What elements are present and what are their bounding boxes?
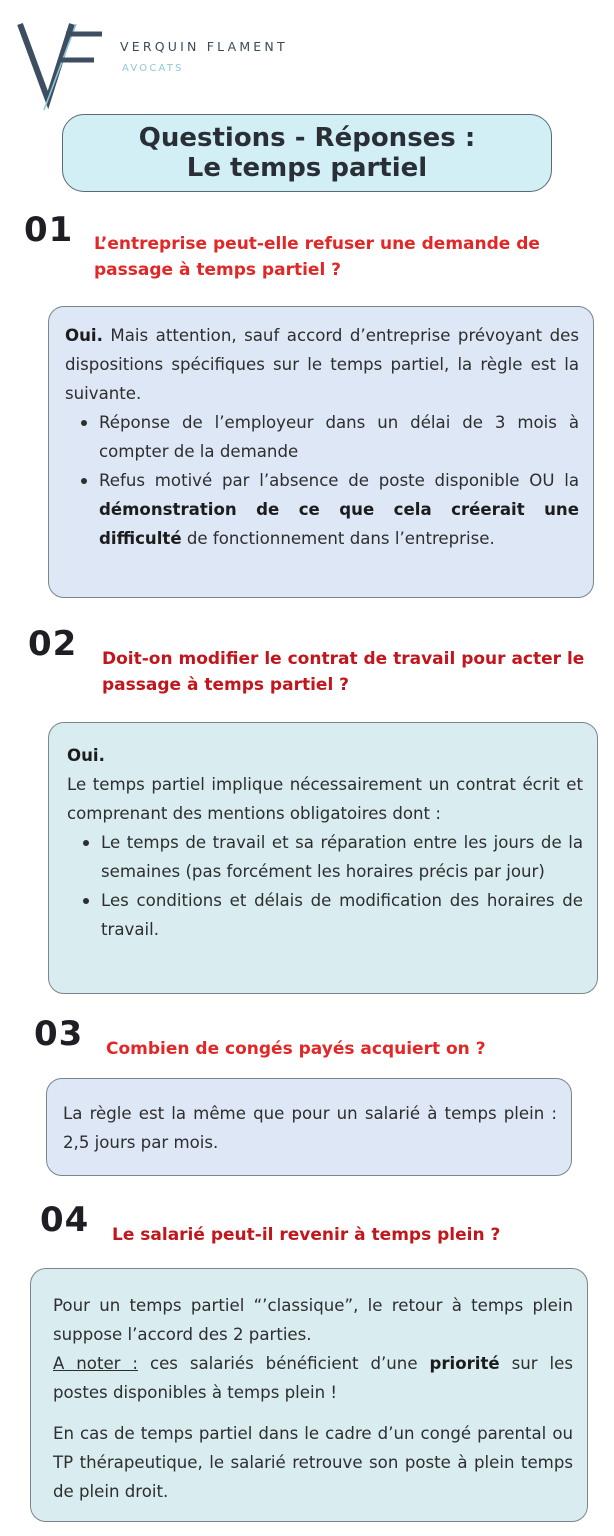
list-item: Les conditions et délais de modification des horaires de travail. xyxy=(67,886,583,944)
answer-1-list xyxy=(65,408,579,553)
list-item-text: de fonctionnement dans l’entreprise. xyxy=(181,529,495,548)
vf-monogram-icon xyxy=(16,20,116,115)
answer-4-para-1: Pour un temps partiel “’classique”, le retour à temps plein suppose l’accord des 2 parties. xyxy=(53,1296,573,1344)
note-bold: priorité xyxy=(429,1354,500,1373)
answer-1-lead: Oui. xyxy=(65,326,103,345)
list-item-bold: démonstration de ce que cela créerait une difficulté xyxy=(99,500,579,548)
list-item xyxy=(65,466,579,553)
answer-4-para-2: En cas de temps partiel dans le cadre d’un congé parental ou TP thérapeutique, le salarié retrouve son poste à plein temps de plein droit. xyxy=(53,1424,573,1501)
question-1: L’entreprise peut-elle refuser une demande de passage à temps partiel ? xyxy=(94,234,540,280)
answer-2-list xyxy=(67,828,583,944)
list-item-text: Refus motivé par l’absence de poste disponible OU la xyxy=(99,471,579,490)
question-3: Combien de congés payés acquiert on ? xyxy=(106,1039,486,1059)
brand-name: VERQUIN FLAMENT xyxy=(120,39,288,54)
question-4: Le salarié peut-il revenir à temps plein ? xyxy=(112,1225,501,1245)
list-item: Réponse de l’employeur dans un délai de 3 mois à compter de la demande xyxy=(65,408,579,466)
question-number-3: 03 xyxy=(34,1014,84,1054)
title-line-2: Le temps partiel xyxy=(186,153,428,183)
question-number-1: 01 xyxy=(24,210,74,250)
title-line-1: Questions - Réponses : xyxy=(138,123,476,153)
question-number-4: 04 xyxy=(40,1200,90,1240)
note-label: A noter : xyxy=(53,1354,139,1373)
answer-3-text: La règle est la même que pour un salarié à temps plein : 2,5 jours par mois. xyxy=(63,1104,557,1152)
question-number-2: 02 xyxy=(28,624,78,664)
note-text: ces salariés bénéficient d’une xyxy=(138,1354,430,1373)
brand-subtitle: AVOCATS xyxy=(122,63,184,74)
answer-4-note xyxy=(53,1349,573,1407)
page-title xyxy=(62,114,552,192)
answer-2-intro: Le temps partiel implique nécessairement un contrat écrit et comprenant des mentions obligatoires dont : xyxy=(67,775,583,823)
answer-card-1 xyxy=(48,306,594,598)
answer-card-4 xyxy=(30,1268,588,1522)
answer-2-lead: Oui. xyxy=(67,746,105,765)
note-text: sur les postes disponibles à temps plein ! xyxy=(53,1354,573,1402)
question-2: Doit-on modifier le contrat de travail pour acter le passage à temps partiel ? xyxy=(102,649,585,695)
answer-card-3 xyxy=(46,1078,572,1176)
answer-1-intro-text: Mais attention, sauf accord d’entreprise prévoyant des dispositions spécifiques sur le temps partiel, la règle est la suivante. xyxy=(65,326,579,403)
answer-1-intro xyxy=(65,321,579,408)
answer-card-2 xyxy=(48,722,598,994)
list-item: Le temps de travail et sa réparation entre les jours de la semaines (pas forcément les horaires précis par jour) xyxy=(67,828,583,886)
brand-logo xyxy=(16,20,336,110)
